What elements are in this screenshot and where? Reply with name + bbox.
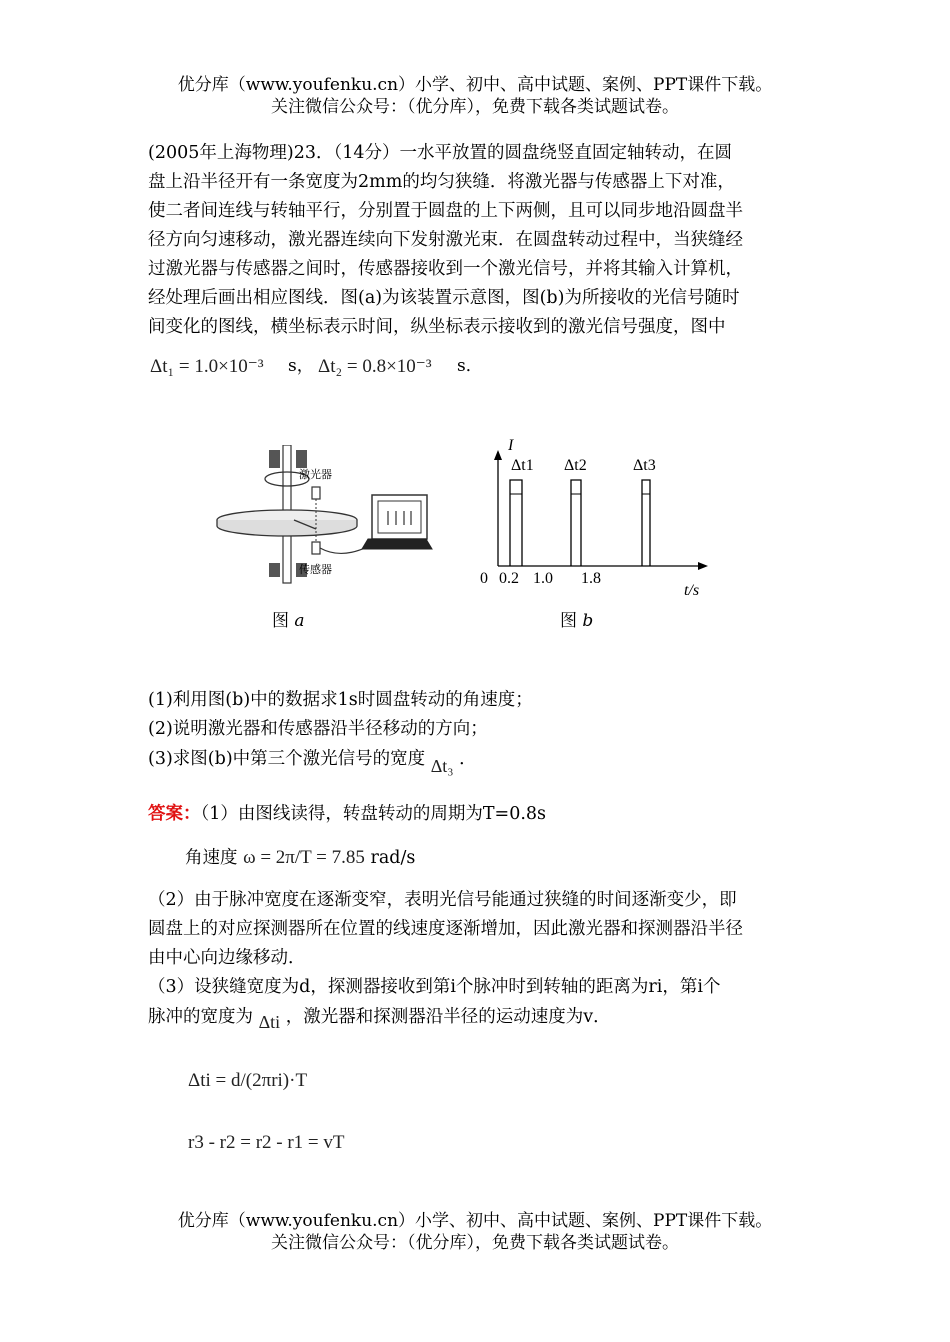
y-axis-label: I xyxy=(508,437,514,454)
problem-line-6: 经处理后画出相应图线．图(a)为该装置示意图，图(b)为所接收的光信号随时 xyxy=(148,288,740,308)
figure-b-caption-pre: 图 xyxy=(560,611,577,631)
pulse-label-1: Δt1 xyxy=(511,457,534,474)
answer-1-omega xyxy=(185,844,415,869)
answer xyxy=(148,800,808,829)
keyboard xyxy=(362,539,432,549)
answer-2 xyxy=(148,886,808,1031)
answer-1-omega-formula: ω = 2π/T = 7.85 xyxy=(243,847,365,868)
figure-b-graph xyxy=(470,430,720,602)
x-tick-1.8: 1.8 xyxy=(581,570,601,587)
problem-line-7: 间变化的图线，横坐标表示时间，纵坐标表示接收到的激光信号强度，图中 xyxy=(148,317,726,337)
disk-edge xyxy=(217,520,357,536)
pulse-label-2: Δt2 xyxy=(564,457,587,474)
figure-a-caption xyxy=(272,606,305,631)
answer-3-line-2-post: ，激光器和探测器沿半径的运动速度为v． xyxy=(285,1007,611,1027)
clamp-top-right xyxy=(296,450,307,468)
monitor-screen xyxy=(378,501,421,533)
formula-dt1-unit: s， xyxy=(288,356,314,376)
figure-a-diagram xyxy=(212,445,462,585)
label-laser: 激光器 xyxy=(299,468,332,481)
answer-3-line-1: （3）设狭缝宽度为d，探测器接收到第i个脉冲时到转轴的距离为ri，第i个 xyxy=(148,977,721,997)
answer-1-text: （1）由图线读得，转盘转动的周期为T=0.8s xyxy=(200,804,547,824)
formula-dt2 xyxy=(318,355,432,378)
question-3-post: ． xyxy=(459,749,477,769)
clamp-top-left xyxy=(269,450,280,468)
formula-dt1 xyxy=(150,355,264,378)
question-3 xyxy=(148,744,808,776)
pulse-3 xyxy=(642,480,650,566)
x-tick-0.2: 0.2 xyxy=(499,570,519,587)
pulse-1 xyxy=(510,480,522,566)
footer-line-2: 关注微信公众号：（优分库），免费下载各类试题试卷。 xyxy=(271,1233,679,1253)
answer-2-line-1: （2）由于脉冲宽度在逐渐变窄，表明光信号能通过狭缝的时间逐渐变少，即 xyxy=(148,890,737,910)
question-1: (1)利用图(b)中的数据求1s时圆盘转动的角速度； xyxy=(148,690,533,710)
formula-dt1-text: Δt₁ = 1.0×10⁻³ xyxy=(150,356,264,377)
answer-3-formula-inline: Δti xyxy=(258,1012,281,1032)
questions xyxy=(148,686,808,776)
answer-3-line-2 xyxy=(148,1002,808,1031)
problem-line-2: 盘上沿半径开有一条宽度为2mm的均匀狭缝．将激光器与传感器上下对准， xyxy=(148,172,735,192)
formula-dt2-text: Δt₂ = 0.8×10⁻³ xyxy=(318,356,432,377)
problem-line-1: (2005年上海物理)23．（14分）一水平放置的圆盘绕竖直固定轴转动，在圆 xyxy=(148,143,732,163)
header-line-2: 关注微信公众号：（优分库），免费下载各类试题试卷。 xyxy=(271,97,679,117)
x-axis-label: t/s xyxy=(684,582,700,599)
pulse-2 xyxy=(571,480,581,566)
formula-dt2-unit: s． xyxy=(457,356,483,376)
answer-1-omega-unit: rad/s xyxy=(370,848,416,868)
figure-b-caption-var: b xyxy=(582,611,594,631)
label-sensor: 传感器 xyxy=(299,563,332,576)
answer-1 xyxy=(148,800,808,829)
page-footer xyxy=(0,1210,950,1254)
answer-1-omega-label: 角速度 xyxy=(185,848,238,868)
clamp-bottom-left xyxy=(269,563,280,577)
answer-label: 答案： xyxy=(148,804,201,824)
question-2: (2)说明激光器和传感器沿半径移动的方向； xyxy=(148,719,488,739)
answer-3-formula-2: r3 - r2 = r2 - r1 = vT xyxy=(188,1132,345,1153)
laser-emitter xyxy=(312,487,320,499)
header-line-1: 优分库（www.youfenku.cn）小学、初中、高中试题、案例、PPT课件下载。 xyxy=(177,75,773,95)
x-tick-origin: 0 xyxy=(480,570,488,587)
problem-line-4: 径方向匀速移动，激光器连续向下发射激光束．在圆盘转动过程中，当狭缝经 xyxy=(148,230,743,250)
answer-3-formula-1: Δti = d/(2πri)·T xyxy=(188,1070,308,1091)
question-3-formula: Δt₃ xyxy=(430,756,454,776)
figure-b-caption xyxy=(560,606,593,631)
y-axis-arrow xyxy=(494,450,502,460)
answer-2-line-3: 由中心向边缘移动． xyxy=(148,948,306,968)
page-header xyxy=(0,74,950,118)
answer-3-line-2-pre: 脉冲的宽度为 xyxy=(148,1007,253,1027)
figure-a-caption-pre: 图 xyxy=(272,611,289,631)
problem-text xyxy=(148,139,808,342)
answer-2-line-2: 圆盘上的对应探测器所在位置的线速度逐渐增加，因此激光器和探测器沿半径 xyxy=(148,919,743,939)
question-3-text: (3)求图(b)中第三个激光信号的宽度 xyxy=(148,749,426,769)
footer-line-1: 优分库（www.youfenku.cn）小学、初中、高中试题、案例、PPT课件下载。 xyxy=(177,1211,773,1231)
x-axis-arrow xyxy=(698,562,708,570)
sensor xyxy=(312,542,320,554)
pulse-label-3: Δt3 xyxy=(633,457,656,474)
x-tick-1.0: 1.0 xyxy=(533,570,553,587)
problem-line-3: 使二者间连线与转轴平行，分别置于圆盘的上下两侧，且可以同步地沿圆盘半 xyxy=(148,201,743,221)
figure-a-caption-var: a xyxy=(294,611,305,631)
problem-line-5: 过激光器与传感器之间时，传感器接收到一个激光信号，并将其输入计算机， xyxy=(148,259,743,279)
